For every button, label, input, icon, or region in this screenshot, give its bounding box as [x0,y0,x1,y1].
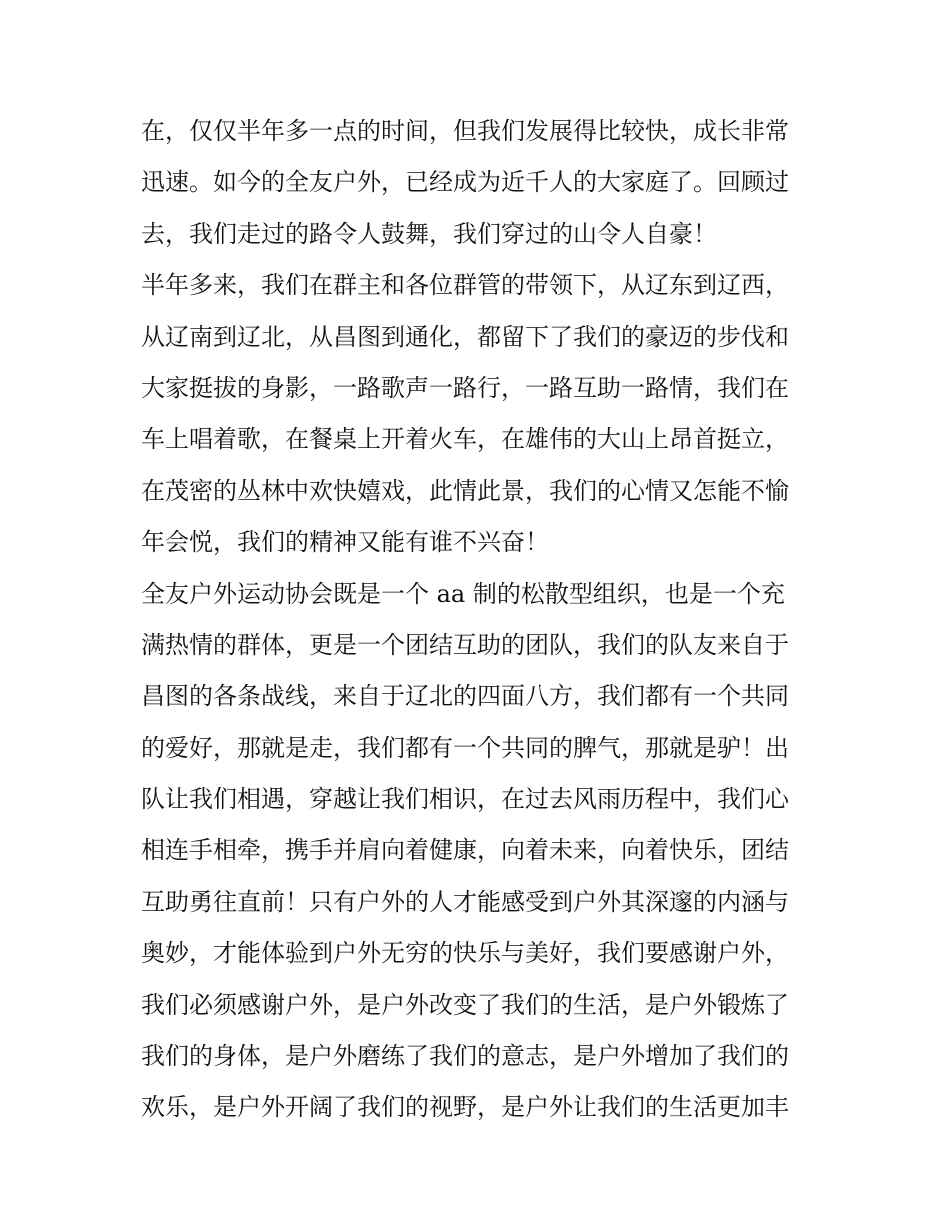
text-line: 年会悦，我们的精神又能有谁不兴奋！ [141,528,549,557]
text-line: 在茂密的丛林中欢快嬉戏，此情此景，我们的心情又怎能不愉 [141,476,789,505]
text-line: 满热情的群体，更是一个团结互助的团队，我们的队友来自于 [141,630,789,659]
text-line: 队让我们相遇，穿越让我们相识，在过去风雨历程中，我们心 [141,785,789,814]
text-line: 的爱好，那就是走，我们都有一个共同的脾气，那就是驴！出 [141,733,789,762]
text-line: 我们的身体，是户外磨练了我们的意志，是户外增加了我们的 [141,1042,789,1071]
text-line: 半年多来，我们在群主和各位群管的带领下，从辽东到辽西， [141,271,789,300]
body-text [141,106,831,1134]
text-line: 从辽南到辽北，从昌图到通化，都留下了我们的豪迈的步伐和 [141,322,789,351]
text-line: 奥妙，才能体验到户外无穷的快乐与美好，我们要感谢户外， [141,939,789,968]
text-line: 欢乐，是户外开阔了我们的视野，是户外让我们的生活更加丰 [141,1093,789,1122]
text-line: 在，仅仅半年多一点的时间，但我们发展得比较快，成长非常 [141,117,789,145]
text-line: 全友户外运动协会既是一个 aa 制的松散型组织，也是一个充 [141,579,785,608]
text-line: 昌图的各条战线，来自于辽北的四面八方，我们都有一个共同 [141,682,789,711]
text-line: 互助勇往直前！只有户外的人才能感受到户外其深邃的内涵与 [141,887,789,916]
text-line: 我们必须感谢户外，是户外改变了我们的生活，是户外锻炼了 [141,990,789,1019]
text-line: 大家挺拔的身影，一路歌声一路行，一路互助一路情，我们在 [141,373,789,402]
text-line: 车上唱着歌，在餐桌上开着火车，在雄伟的大山上昂首挺立， [141,425,789,454]
text-line: 迅速。如今的全友户外，已经成为近千人的大家庭了。回顾过 [141,168,789,197]
text-line: 去，我们走过的路令人鼓舞，我们穿过的山令人自豪！ [141,219,717,248]
text-line: 相连手相牵，携手并肩向着健康，向着未来，向着快乐，团结 [141,836,789,865]
